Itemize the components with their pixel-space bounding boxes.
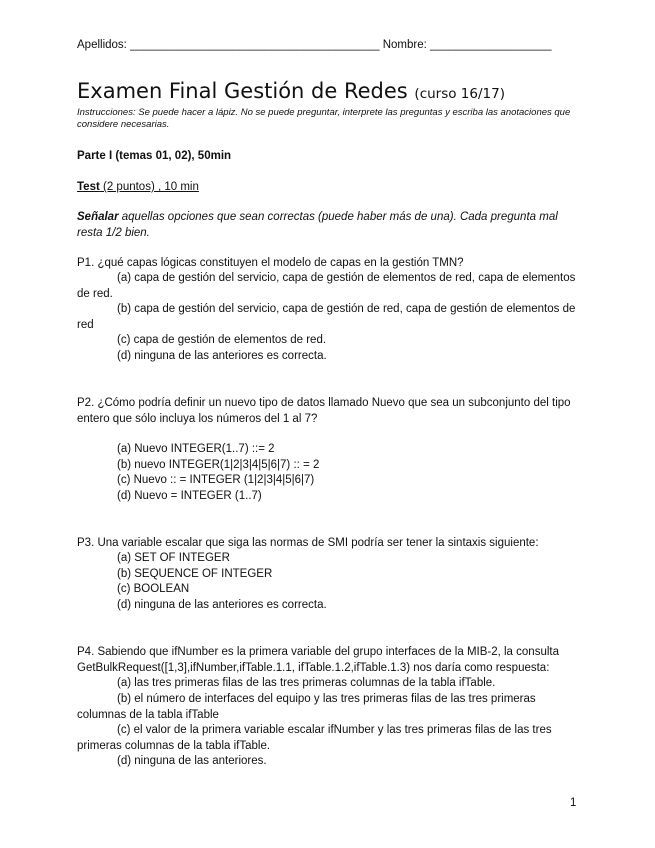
question-1-option-b[interactable]: (b) capa de gestión del servicio, capa de gestión de red, capa de gestión de elementos de red (77, 303, 576, 331)
page-number: 1 (570, 797, 577, 809)
test-heading (77, 180, 199, 196)
question-3-option-b[interactable]: (b) SEQUENCE OF INTEGER (117, 568, 273, 580)
apellidos-label: Apellidos: (77, 39, 127, 51)
question-2-option-a[interactable]: (a) Nuevo INTEGER(1..7) ::= 2 (117, 443, 275, 455)
directive-rest: aquellas opciones que sean correctas (puede haber más de una). Cada pregunta mal resta 1/2 bien. (77, 211, 558, 239)
part-heading: Parte I (temas 01, 02), 50min (77, 150, 232, 162)
exam-title-main: Examen Final Gestión de Redes (77, 79, 408, 103)
directive-bold: Señalar (77, 211, 119, 223)
question-3-option-d[interactable]: (d) ninguna de las anteriores es correcta. (117, 599, 327, 611)
nombre-blank[interactable]: ___________________ (430, 39, 552, 51)
question-4-option-a[interactable]: (a) las tres primeras filas de las tres primeras columnas de la tabla ifTable. (117, 677, 496, 689)
question-1-stem: P1. ¿qué capas lógicas constituyen el modelo de capas en la gestión TMN? (77, 257, 464, 269)
question-4-stem: P4. Sabiendo que ifNumber es la primera variable del grupo interfaces de la MIB-2, la consulta GetBulkRequest([1,3],ifNumber,ifTable.1.1, ifTable.1.2,ifTable.1.3) nos daría como respuesta: (77, 646, 559, 674)
exam-course: (curso 16/17) (414, 86, 505, 102)
question-2-option-c[interactable]: (c) Nuevo :: = INTEGER (1|2|3|4|5|6|7) (117, 474, 315, 486)
question-4-option-b[interactable]: (b) el número de interfaces del equipo y las tres primeras filas de las tres primeras columnas de la tabla ifTable (77, 693, 536, 721)
instructions: Instrucciones: Se puede hacer a lápiz. No se puede preguntar, interprete las preguntas y escriba las anotaciones que considere necesarias. (77, 107, 571, 130)
question-4-option-c[interactable]: (c) el valor de la primera variable escalar ifNumber y las tres primeras filas de las tres primeras columnas de la tabla ifTable. (77, 724, 552, 752)
test-details: (2 puntos) , 10 min (103, 181, 199, 193)
directive (77, 210, 582, 241)
exam-title (77, 78, 505, 107)
question-4-option-d[interactable]: (d) ninguna de las anteriores. (117, 755, 267, 767)
question-2-stem: P2. ¿Cómo podría definir un nuevo tipo de datos llamado Nuevo que sea un subconjunto del tipo entero que sólo incluya los números del 1 al 7? (77, 397, 571, 425)
question-1-option-c[interactable]: (c) capa de gestión de elementos de red. (117, 334, 327, 346)
nombre-label: Nombre: (382, 39, 427, 51)
question-3-option-c[interactable]: (c) BOOLEAN (117, 583, 190, 595)
question-3-option-a[interactable]: (a) SET OF INTEGER (117, 552, 230, 564)
question-2-option-b[interactable]: (b) nuevo INTEGER(1|2|3|4|5|6|7) :: = 2 (117, 459, 320, 471)
question-3-stem: P3. Una variable escalar que siga las normas de SMI podría ser tener la sintaxis siguiente: (77, 537, 539, 549)
question-1-option-a[interactable]: (a) capa de gestión del servicio, capa de gestión de elementos de red, capa de elementos de red. (77, 272, 576, 300)
student-fields-line (77, 38, 552, 54)
question-1-option-d[interactable]: (d) ninguna de las anteriores es correcta. (117, 350, 327, 362)
apellidos-blank[interactable]: _______________________________________ (130, 39, 380, 51)
question-2-option-d[interactable]: (d) Nuevo = INTEGER (1..7) (117, 490, 262, 502)
test-label: Test (77, 181, 100, 193)
